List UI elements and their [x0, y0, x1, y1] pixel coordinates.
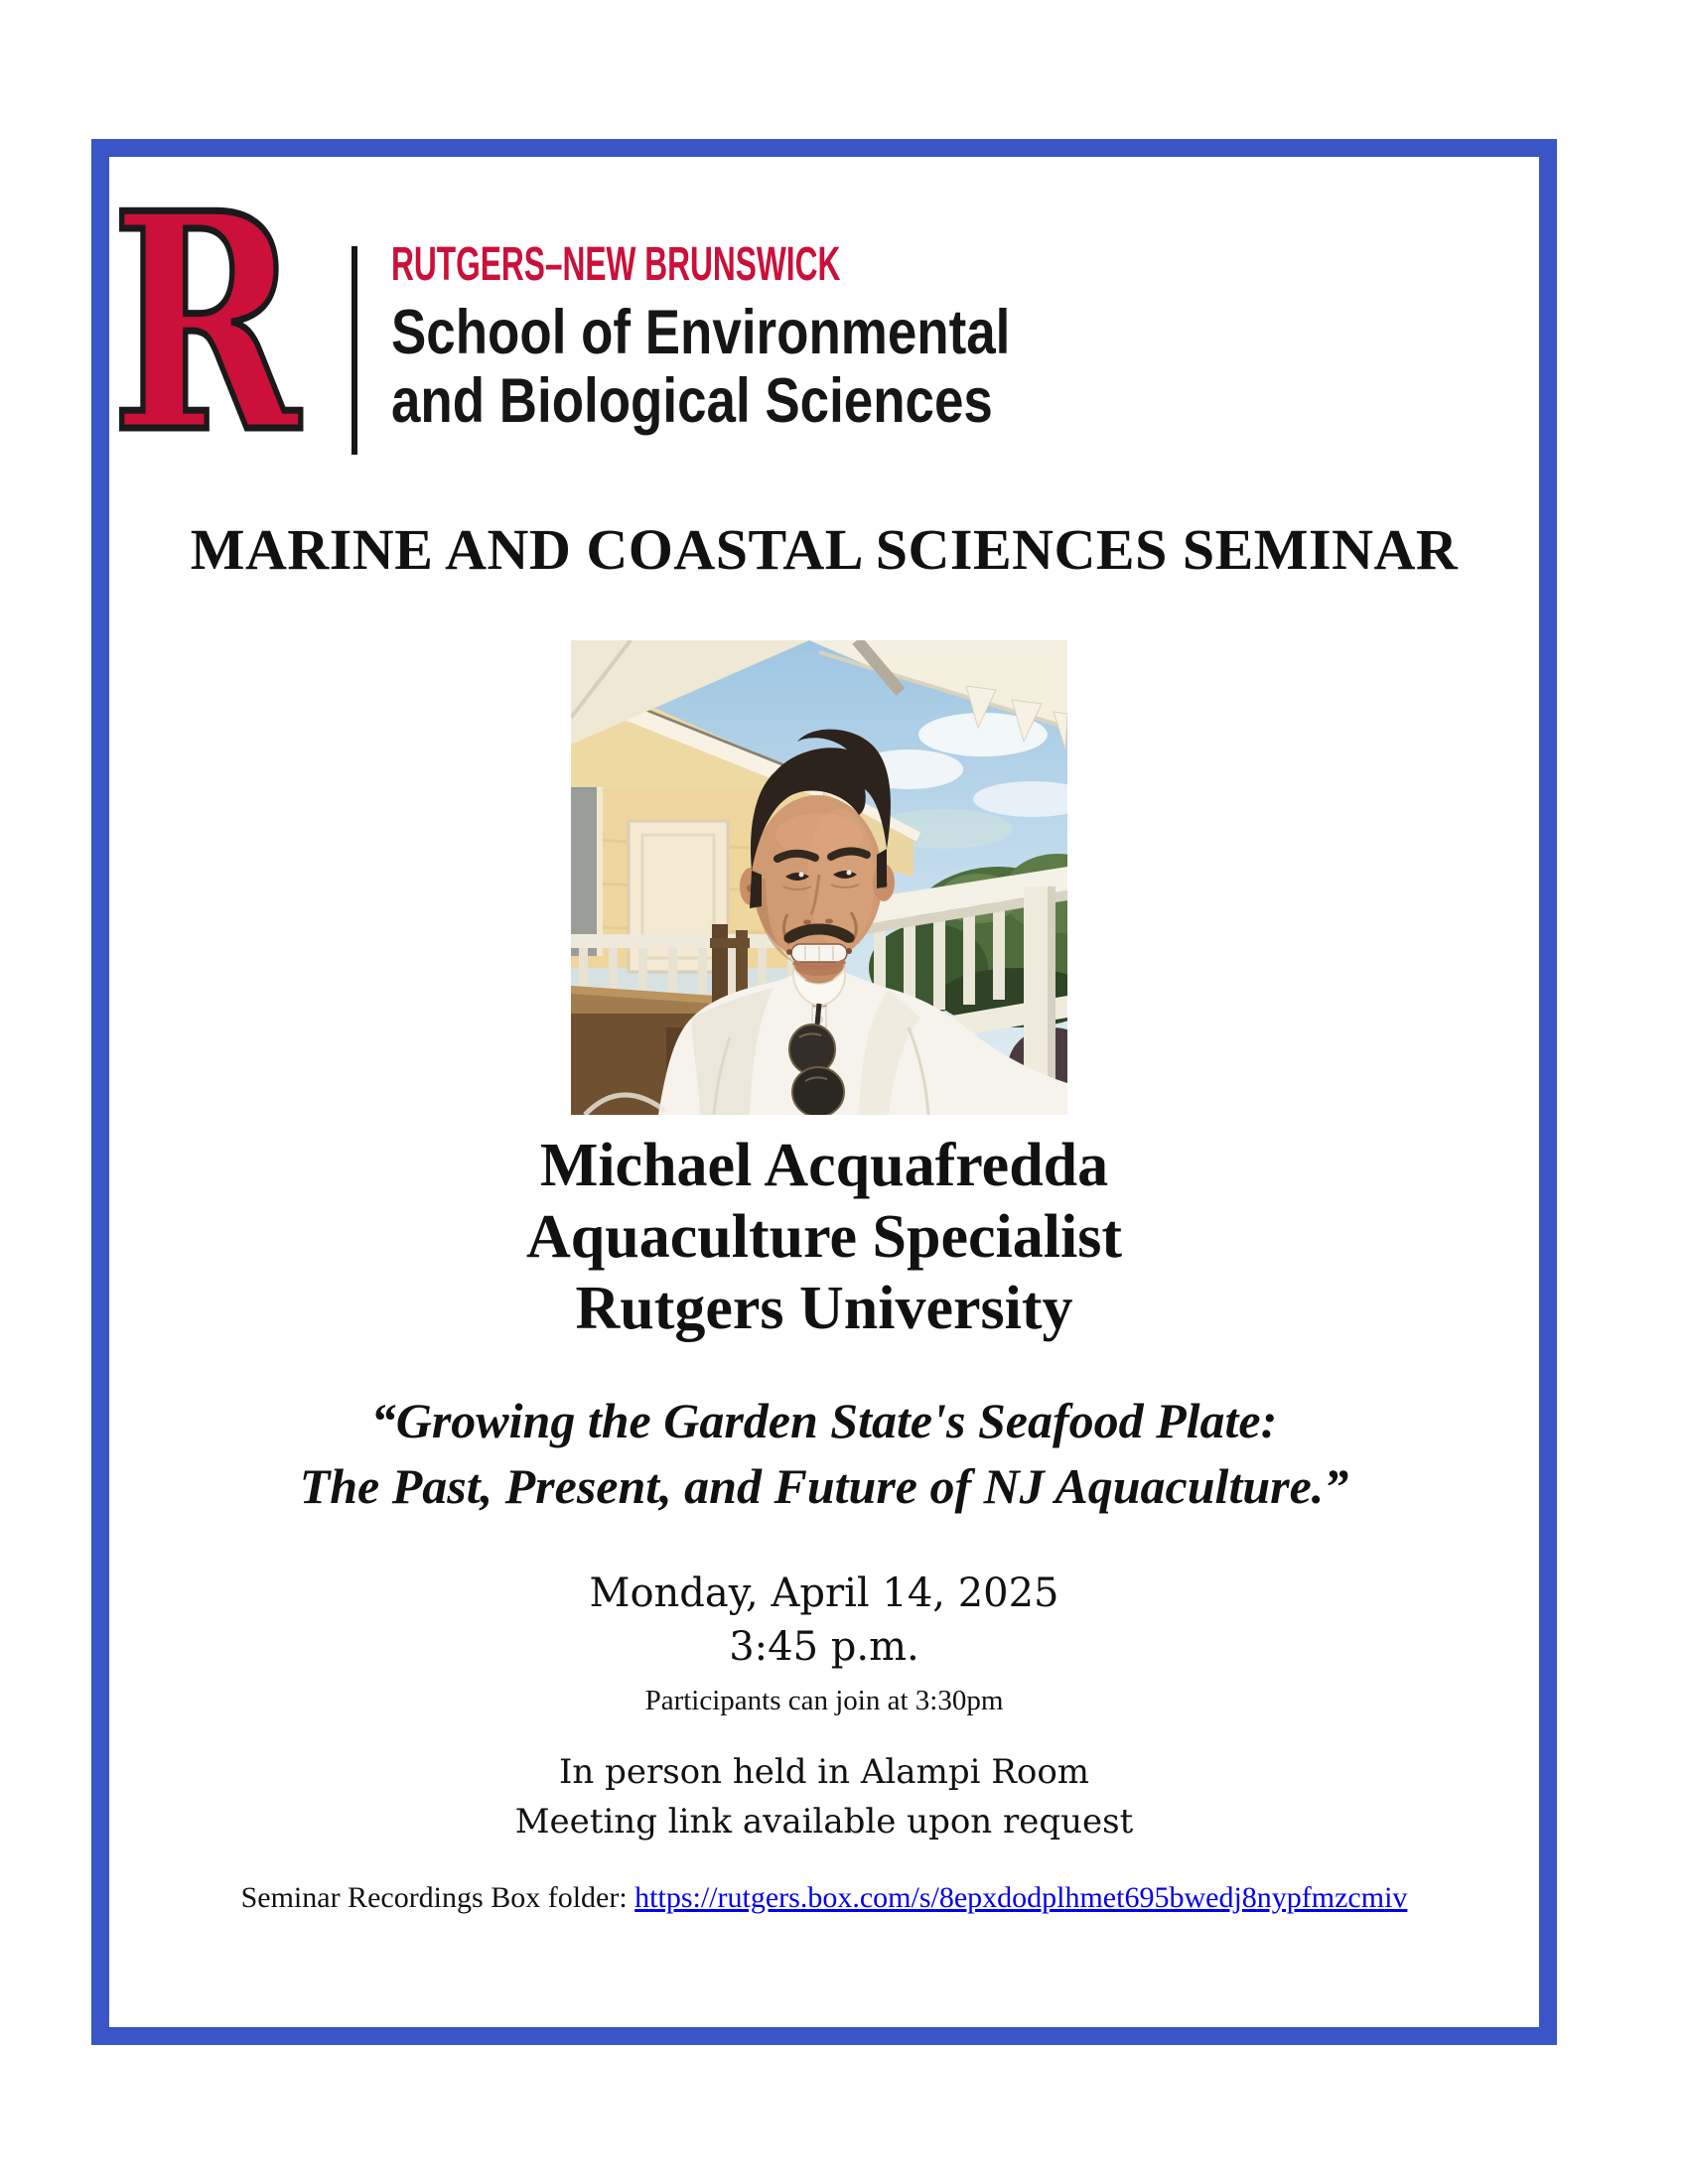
- rutgers-r-logo-icon: R: [111, 148, 300, 498]
- location-line-2: Meeting link available upon request: [514, 1802, 1134, 1842]
- rutgers-logo-lockup: [109, 148, 1539, 498]
- speaker-photo: [571, 640, 1067, 1115]
- speaker-name: Michael Acquafredda: [539, 1132, 1109, 1199]
- location-line-1: In person held in Alampi Room: [558, 1752, 1090, 1792]
- seminar-time: 3:45 p.m.: [729, 1624, 919, 1670]
- seminar-series-title: MARINE AND COASTAL SCIENCES SEMINAR: [190, 517, 1459, 582]
- talk-title-line-1: “Growing the Garden State's Seafood Plate:: [370, 1393, 1278, 1448]
- recordings-link[interactable]: https://rutgers.box.com/s/8epxdodplhmet695bwedj8nypfmzcmiv: [634, 1881, 1408, 1914]
- talk-title: [109, 1388, 1539, 1519]
- logo-text-block: [391, 240, 1128, 435]
- date-time-block: [109, 1567, 1539, 1721]
- logo-school-line-2: and Biological Sciences: [391, 365, 993, 436]
- location-block: [109, 1747, 1539, 1846]
- seminar-date: Monday, April 14, 2025: [589, 1570, 1059, 1616]
- join-note: Participants can join at 3:30pm: [644, 1685, 1004, 1716]
- recordings-row: [109, 1876, 1539, 1920]
- logo-school-line-1: School of Environmental: [391, 297, 1011, 367]
- logo-divider: [352, 246, 357, 455]
- flyer-content: [109, 148, 1539, 2027]
- talk-title-line-2: The Past, Present, and Future of NJ Aquaculture.”: [299, 1458, 1349, 1514]
- speaker-affiliation: Rutgers University: [575, 1275, 1073, 1342]
- speaker-block: [109, 1130, 1539, 1344]
- logo-university-line: RUTGERS–NEW BRUNSWICK: [391, 238, 841, 291]
- speaker-role: Aquaculture Specialist: [526, 1203, 1122, 1271]
- recordings-label: Seminar Recordings Box folder:: [240, 1881, 635, 1914]
